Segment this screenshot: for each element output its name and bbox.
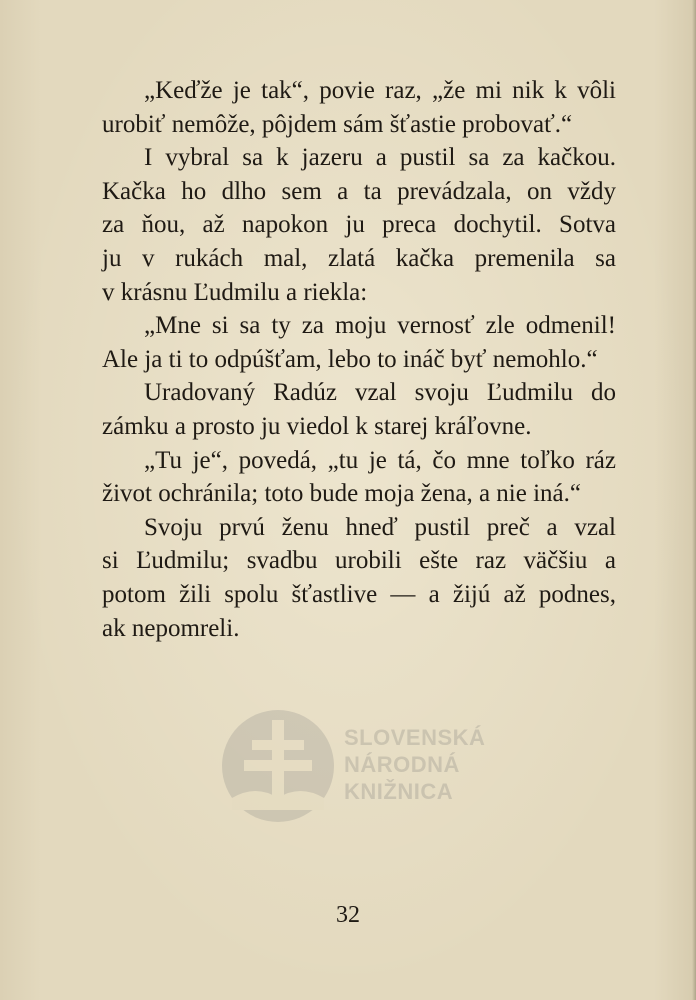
text-line: I vybral sa k jazeru a pustil sa za kačkou. [144, 144, 616, 172]
page-number: 32 [336, 902, 360, 928]
text-line: Svoju prvú ženu hneď pustil preč a vzal [144, 513, 616, 541]
text-line: si Ľudmilu; svadbu urobili ešte raz väčšiu a [102, 547, 616, 575]
text-line: život ochránila; toto bude moja žena, a nie iná.“ [102, 480, 581, 508]
text-line: urobiť nemôže, pôjdem sám šťastie probovať.“ [102, 110, 573, 138]
text-line: zámku a prosto ju viedol k starej kráľovne. [102, 412, 532, 440]
text-line: „Keďže je tak“, povie raz, „že mi nik k vôli [144, 77, 616, 104]
text-line: v krásnu Ľudmilu a riekla: [102, 278, 368, 306]
library-watermark [218, 702, 488, 832]
text-line: Uradovaný Radúz vzal svoju Ľudmilu do [144, 379, 616, 407]
double-cross-emblem-icon [218, 706, 338, 826]
text-line: Kačka ho dlho sem a ta prevádzala, on vždy [102, 177, 616, 205]
watermark-text [344, 724, 485, 805]
watermark-line: NÁRODNÁ [344, 752, 460, 777]
watermark-line: KNIŽNICA [344, 779, 454, 804]
text-line: „Mne si sa ty za moju vernosť zle odmenil! [144, 312, 616, 340]
text-line: „Tu je“, povedá, „tu je tá, čo mne toľko ráz [144, 446, 616, 474]
text-line: Ale ja ti to odpúšťam, lebo to ináč byť nemohlo.“ [102, 345, 598, 373]
text-line: ju v rukách mal, zlatá kačka premenila sa [102, 244, 616, 272]
page-edge [692, 0, 696, 1000]
text-line: ak nepomreli. [102, 614, 240, 642]
watermark-line: SLOVENSKÁ [344, 725, 486, 750]
text-line: za ňou, až napokon ju preca dochytil. Sotva [102, 211, 616, 239]
body-text [102, 74, 616, 645]
text-line: potom žili spolu šťastlive — a žijú až podnes, [102, 580, 616, 608]
